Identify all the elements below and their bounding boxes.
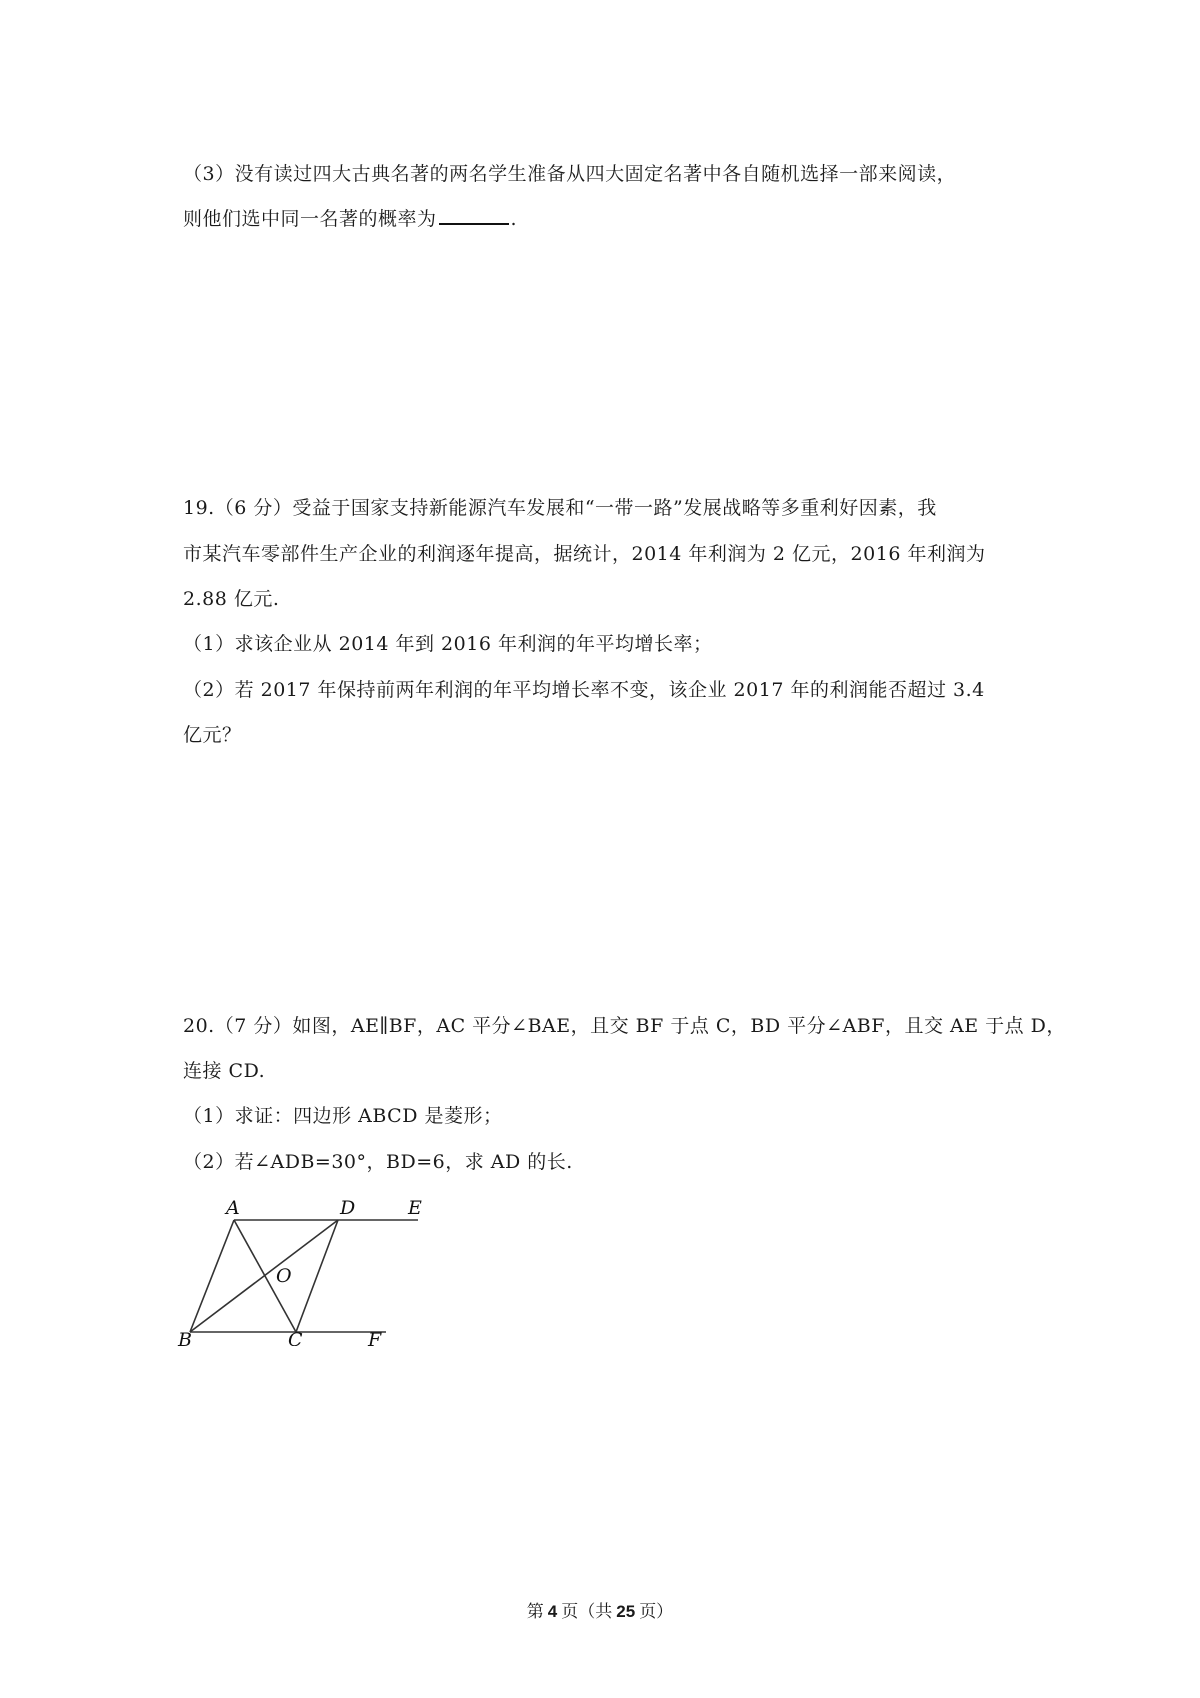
rhombus-figure: [172, 1196, 442, 1346]
q20-line2: 连接 CD.: [183, 1060, 266, 1082]
page-footer: [0, 1600, 1200, 1624]
answer-blank: [439, 205, 509, 225]
label-a: A: [226, 1197, 240, 1219]
q20-part2: （2）若∠ADB=30°，BD=6，求 AD 的长.: [183, 1151, 573, 1173]
q20-part1: （1）求证：四边形 ABCD 是菱形；: [183, 1105, 503, 1127]
rhombus-diagram: [172, 1196, 442, 1346]
q18-part3-line2: [183, 205, 517, 233]
label-c: C: [288, 1329, 303, 1346]
label-f: F: [368, 1329, 382, 1346]
footer-total-pages: 25: [616, 1602, 636, 1621]
q19-line3: 2.88 亿元.: [183, 588, 280, 610]
q18-part3-line2-prefix: 则他们选中同一名著的概率为: [183, 208, 437, 230]
q19-line1: 19.（6 分）受益于国家支持新能源汽车发展和“一带一路”发展战略等多重利好因素，我: [183, 497, 937, 519]
q19-part2-line1: （2）若 2017 年保持前两年利润的年平均增长率不变，该企业 2017 年的利润能否超过 3.4: [183, 679, 985, 701]
q19-part1: （1）求该企业从 2014 年到 2016 年利润的年平均增长率；: [183, 633, 713, 655]
q20-line1: 20.（7 分）如图，AE∥BF，AC 平分∠BAE，且交 BF 于点 C，BD 平分∠ABF，且交 AE 于点 D，: [183, 1015, 1066, 1037]
footer-middle: 页（共: [561, 1602, 613, 1622]
label-b: B: [178, 1329, 192, 1346]
q19-part2-line2: 亿元？: [183, 724, 242, 746]
footer-suffix: 页）: [639, 1602, 674, 1622]
footer-prefix: 第: [526, 1602, 544, 1622]
footer-page-number: 4: [547, 1602, 558, 1621]
label-d: D: [340, 1197, 356, 1219]
q19-line2: 市某汽车零部件生产企业的利润逐年提高，据统计，2014 年利润为 2 亿元，2016 年利润为: [183, 543, 986, 565]
label-o: O: [276, 1265, 292, 1287]
label-e: E: [408, 1197, 422, 1219]
q18-part3-line2-suffix: .: [510, 208, 518, 230]
q18-part3-line1: （3）没有读过四大古典名著的两名学生准备从四大固定名著中各自随机选择一部来阅读，: [183, 163, 957, 185]
